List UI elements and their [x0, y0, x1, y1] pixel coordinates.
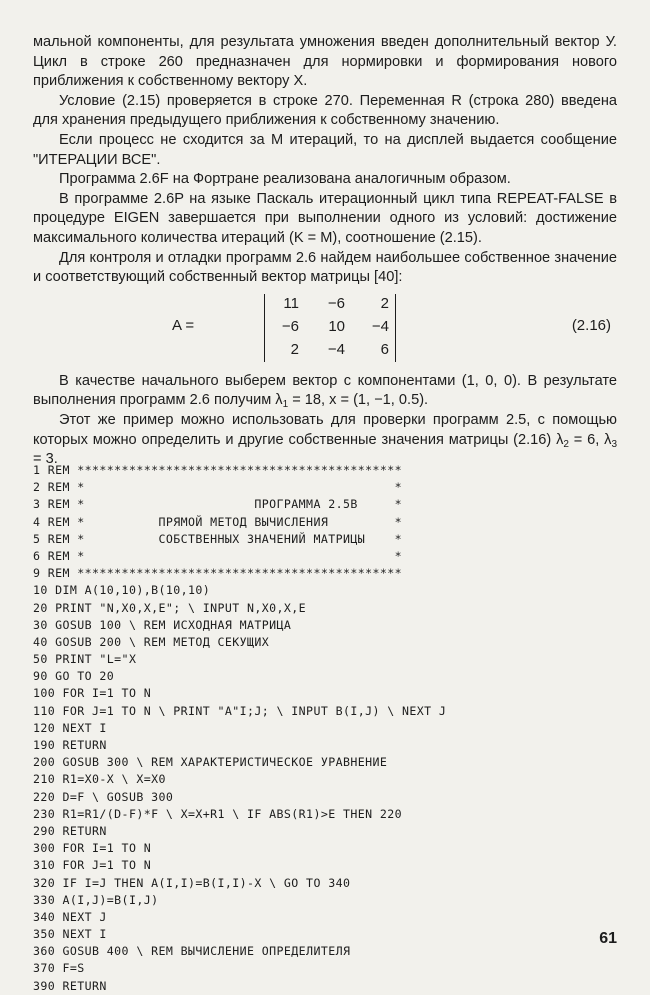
matrix-cell: −4	[327, 340, 345, 358]
paragraph: мальной компоненты, для результата умножения введен дополнительный вектор У. Цикл в строке 260 предназначен для нормировки и формирования нового приближения к собственному вектору X.	[33, 34, 617, 90]
matrix-row	[265, 340, 395, 362]
matrix-row	[265, 317, 395, 339]
code-line: 290 RETURN	[33, 823, 107, 838]
code-line: 320 IF I=J THEN A(I,I)=B(I,I)-X \ GO TO 340	[33, 875, 351, 890]
code-line: 30 GOSUB 100 \ REM ИСХОДНАЯ МАТРИЦА	[33, 617, 292, 632]
code-line: 120 NEXT I	[33, 720, 107, 735]
code-line: 360 GOSUB 400 \ REM ВЫЧИСЛЕНИЕ ОПРЕДЕЛИТЕЛЯ	[33, 944, 351, 959]
code-line: 110 FOR J=1 TO N \ PRINT "A"I;J; \ INPUT B(I,J) \ NEXT J	[33, 703, 447, 718]
code-line: 220 D=F \ GOSUB 300	[33, 789, 174, 804]
code-line: 40 GOSUB 200 \ REM МЕТОД СЕКУЩИХ	[33, 634, 270, 649]
matrix-cell: 10	[328, 317, 345, 335]
code-line: 370 F=S	[33, 961, 85, 976]
code-line: 230 R1=R1/(D-F)*F \ X=X+R1 \ IF ABS(R1)>E THEN 220	[33, 806, 403, 821]
paragraph: Если процесс не сходится за M итераций, то на дисплей выдается сообщение "ИТЕРАЦИИ ВСЕ".	[33, 131, 617, 168]
code-line: 4 REM * ПРЯМОЙ МЕТОД ВЫЧИСЛЕНИЯ *	[33, 514, 403, 529]
code-line: 310 FOR J=1 TO N	[33, 858, 152, 873]
subscript: 2	[563, 438, 569, 450]
code-line: 9 REM ********************************************	[33, 566, 403, 581]
page-number: 61	[599, 930, 617, 947]
code-line: 2 REM * *	[33, 480, 403, 495]
paragraph	[33, 372, 617, 411]
code-line: 3 REM * ПРОГРАММА 2.5В *	[33, 497, 403, 512]
code-line: 340 NEXT J	[33, 909, 107, 924]
paragraph: Программа 2.6F на Фортране реализована аналогичным образом.	[59, 171, 511, 188]
code-line: 5 REM * СОБСТВЕННЫХ ЗНАЧЕНИЙ МАТРИЦЫ *	[33, 531, 403, 546]
paragraph: Для контроля и отладки программ 2.6 найдем наибольшее собственное значение и соответствующий собственный вектор матрицы [40]:	[33, 249, 617, 286]
matrix-cell: 6	[380, 340, 389, 358]
paragraph: В программе 2.6P на языке Паскаль итерационный цикл типа REPEAT-FALSE в процедуре EIGEN завершается при выполнении одного из условий: достижение максимального количества итераций (K = M), соотношение (2.15).	[33, 190, 617, 246]
code-line: 50 PRINT "L="X	[33, 652, 137, 667]
code-line: 10 DIM A(10,10),B(10,10)	[33, 583, 211, 598]
code-line: 210 R1=X0-X \ X=X0	[33, 772, 166, 787]
body-text	[33, 33, 617, 470]
code-line: 390 RETURN	[33, 978, 107, 993]
text-run: = 6, λ	[568, 431, 612, 448]
matrix-cell: 2	[380, 294, 389, 312]
code-line: 6 REM * *	[33, 548, 403, 563]
matrix-equation	[33, 294, 617, 364]
matrix-cell: −6	[281, 317, 299, 335]
code-line: 100 FOR I=1 TO N	[33, 686, 152, 701]
code-line: 90 GO TO 20	[33, 669, 115, 684]
text-run: = 18, x = (1, −1, 0.5).	[288, 392, 429, 409]
matrix-cell: −6	[327, 294, 345, 312]
code-line: 190 RETURN	[33, 738, 107, 752]
code-line: 330 A(I,J)=B(I,J)	[33, 892, 159, 907]
code-listing	[33, 462, 617, 995]
code-line: 350 NEXT I	[33, 927, 107, 942]
matrix-cell: 11	[283, 294, 299, 312]
equation-number: (2.16)	[571, 316, 611, 334]
subscript: 1	[282, 399, 289, 411]
equation-lhs: A =	[172, 316, 195, 334]
code-line: 20 PRINT "N,X0,X,E"; \ INPUT N,X0,X,E	[33, 600, 307, 615]
subscript: 3	[611, 438, 618, 450]
paragraph	[33, 411, 617, 470]
text-run: В качестве начального выберем вектор с компонентами (1, 0, 0). В результате выполнения программ 2.6 получим λ	[33, 372, 617, 409]
code-line: 1 REM ********************************************	[33, 463, 403, 477]
code-line: 200 GOSUB 300 \ REM ХАРАКТЕРИСТИЧЕСКОЕ УРАВНЕНИЕ	[33, 755, 388, 770]
matrix-cell: 2	[290, 340, 299, 358]
matrix-row	[265, 294, 395, 316]
text-run: = 3.	[33, 451, 58, 468]
matrix-cell: −4	[371, 317, 389, 335]
code-line: 300 FOR I=1 TO N	[33, 841, 152, 856]
text-run: Этот же пример можно использовать для проверки программ 2.5, с помощью которых можно определить и другие собственные значения матрицы (2.16) λ	[33, 411, 617, 448]
paragraph: Условие (2.15) проверяется в строке 270. Переменная R (строка 280) введена для хранения предыдущего приближения к собственному значению.	[33, 92, 617, 129]
matrix	[264, 294, 396, 362]
